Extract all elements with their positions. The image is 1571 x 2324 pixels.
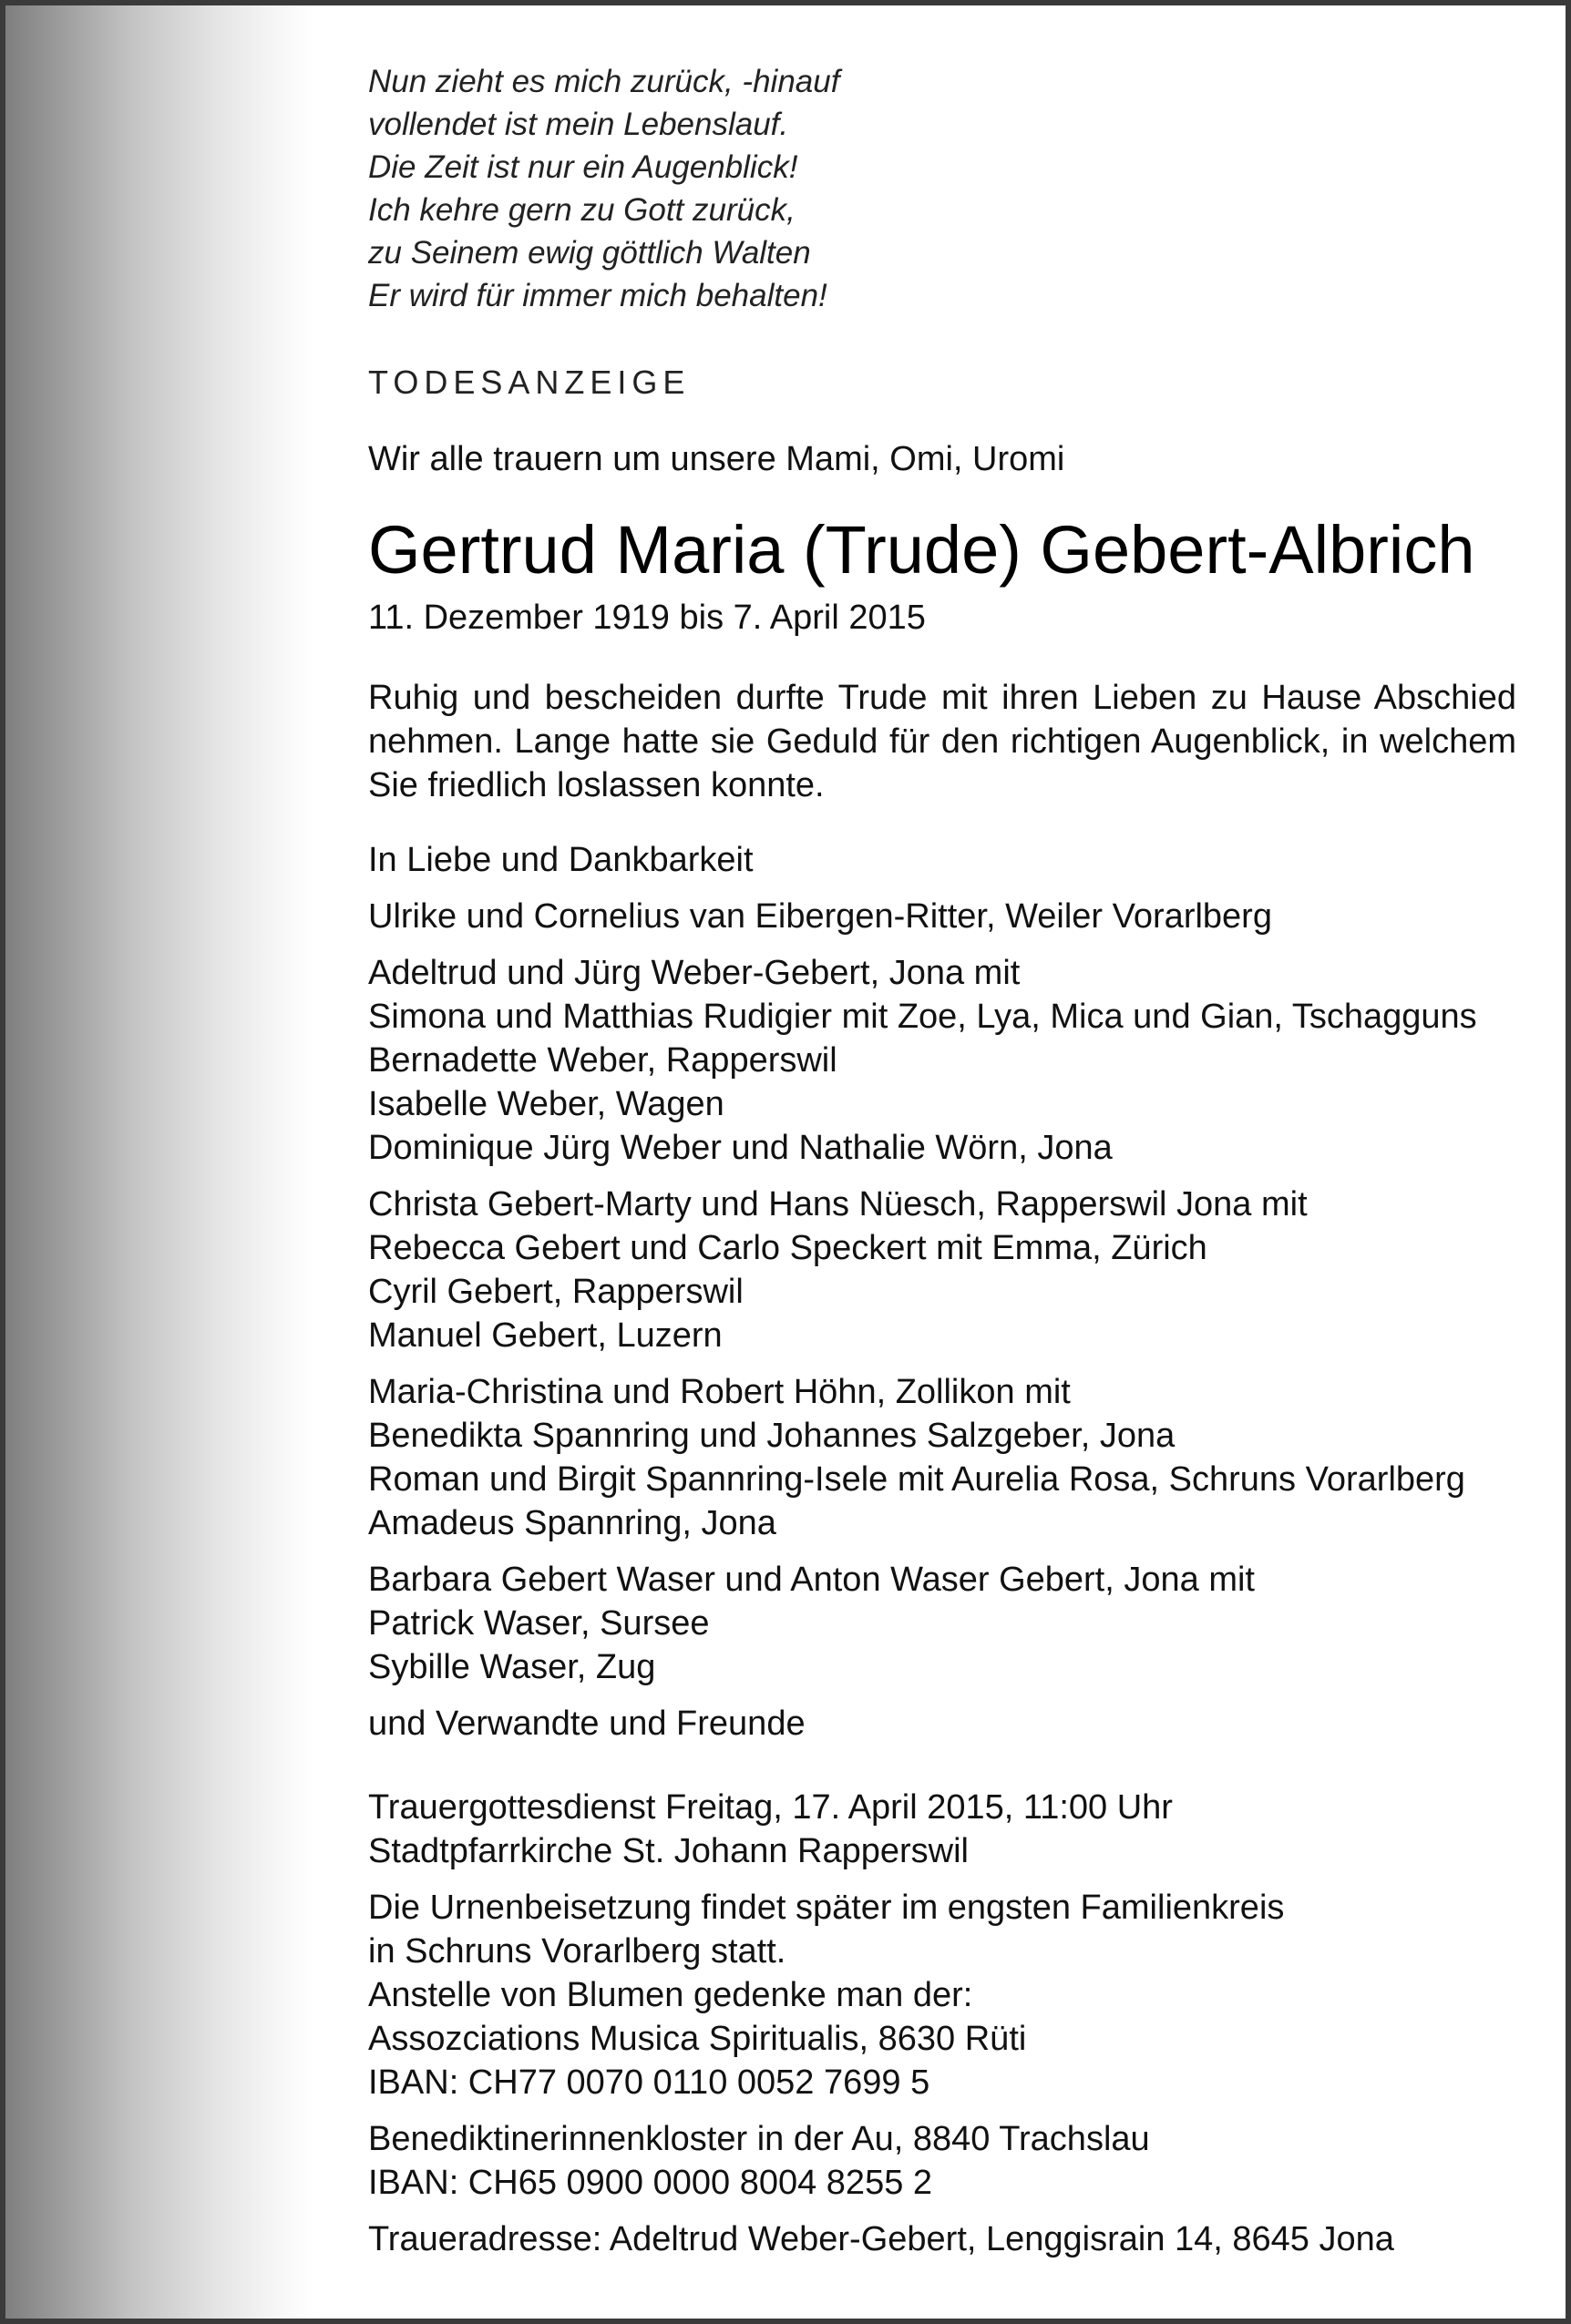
family-line: Rebecca Gebert und Carlo Speckert mit Emma, Zürich (368, 1229, 1207, 1267)
farewell-paragraph: Ruhig und bescheiden durfte Trude mit ihren Lieben zu Hause Abschied nehmen. Lange hatte sie Geduld für den richtigen Augenblick, in welchem Sie friedlich loslassen konnte. (368, 679, 1516, 804)
family-line: Barbara Gebert Waser und Anton Waser Gebert, Jona mit (368, 1561, 1255, 1599)
family-block (368, 1558, 1516, 1689)
family-block (368, 1182, 1516, 1357)
family-block (368, 895, 1516, 938)
obituary-content (368, 60, 1516, 2261)
family-block (368, 838, 1516, 882)
donation-info-block (368, 2117, 1516, 2205)
family-line: Sybille Waser, Zug (368, 1648, 656, 1686)
info-line: IBAN: CH65 0900 0000 8004 8255 2 (368, 2164, 933, 2202)
family-line: Adeltrud und Jürg Weber-Gebert, Jona mit (368, 954, 1021, 992)
info-line: Die Urnenbeisetzung findet später im engsten Familienkreis (368, 1889, 1285, 1927)
info-line: Assozciations Musica Spiritualis, 8630 Rüti (368, 2020, 1027, 2058)
poem-line: Er wird für immer mich behalten! (368, 278, 827, 313)
family-line: Patrick Waser, Sursee (368, 1604, 710, 1643)
family-line: Maria-Christina und Robert Höhn, Zollikon mit (368, 1373, 1071, 1411)
family-block (368, 1702, 1516, 1746)
mourning-intro: Wir alle trauern um unsere Mami, Omi, Uromi (368, 440, 1065, 478)
poem-line: Ich kehre gern zu Gott zurück, (368, 192, 796, 228)
family-line: Simona und Matthias Rudigier mit Zoe, Lya, Mica und Gian, Tschagguns (368, 998, 1477, 1036)
family-line: Ulrike und Cornelius van Eibergen-Ritter, Weiler Vorarlberg (368, 897, 1272, 936)
poem-line: Nun zieht es mich zurück, -hinauf (368, 64, 840, 99)
service-info-block (368, 1786, 1516, 1873)
info-line: Stadtpfarrkirche St. Johann Rapperswil (368, 1832, 969, 1870)
family-line: Roman und Birgit Spannring-Isele mit Aurelia Rosa, Schruns Vorarlberg (368, 1460, 1465, 1499)
notice-heading: TODESANZEIGE (368, 363, 691, 401)
family-line: In Liebe und Dankbarkeit (368, 841, 754, 879)
life-dates: 11. Dezember 1919 bis 7. April 2015 (368, 599, 926, 637)
family-line: Benedikta Spannring und Johannes Salzgeber, Jona (368, 1417, 1176, 1455)
family-line: und Verwandte und Freunde (368, 1705, 806, 1743)
info-line: Traueradresse: Adeltrud Weber-Gebert, Lenggisrain 14, 8645 Jona (368, 2220, 1394, 2258)
family-line: Dominique Jürg Weber und Nathalie Wörn, Jona (368, 1129, 1113, 1167)
deceased-name: Gertrud Maria (Trude) Gebert-Albrich (368, 512, 1475, 588)
poem-line: zu Seinem ewig göttlich Walten (368, 235, 811, 271)
info-line: IBAN: CH77 0070 0110 0052 7699 5 (368, 2063, 930, 2102)
info-line: Anstelle von Blumen gedenke man der: (368, 1976, 973, 2014)
family-block (368, 1370, 1516, 1545)
family-line: Isabelle Weber, Wagen (368, 1085, 724, 1123)
info-line: Trauergottesdienst Freitag, 17. April 2015, 11:00 Uhr (368, 1788, 1173, 1827)
info-line: in Schruns Vorarlberg statt. (368, 1932, 786, 1971)
family-line: Amadeus Spannring, Jona (368, 1504, 776, 1542)
info-line: Benediktinerinnenkloster in der Au, 8840 Trachslau (368, 2120, 1150, 2158)
family-line: Christa Gebert-Marty und Hans Nüesch, Rapperswil Jona mit (368, 1185, 1308, 1223)
poem (368, 60, 1516, 317)
burial-info-block (368, 1886, 1516, 2104)
family-block (368, 951, 1516, 1170)
family-line: Cyril Gebert, Rapperswil (368, 1273, 744, 1311)
mourning-address-block (368, 2217, 1516, 2261)
family-line: Bernadette Weber, Rapperswil (368, 1041, 837, 1080)
family-line: Manuel Gebert, Luzern (368, 1316, 723, 1355)
poem-line: vollendet ist mein Lebenslauf. (368, 107, 789, 142)
poem-line: Die Zeit ist nur ein Augenblick! (368, 149, 798, 185)
